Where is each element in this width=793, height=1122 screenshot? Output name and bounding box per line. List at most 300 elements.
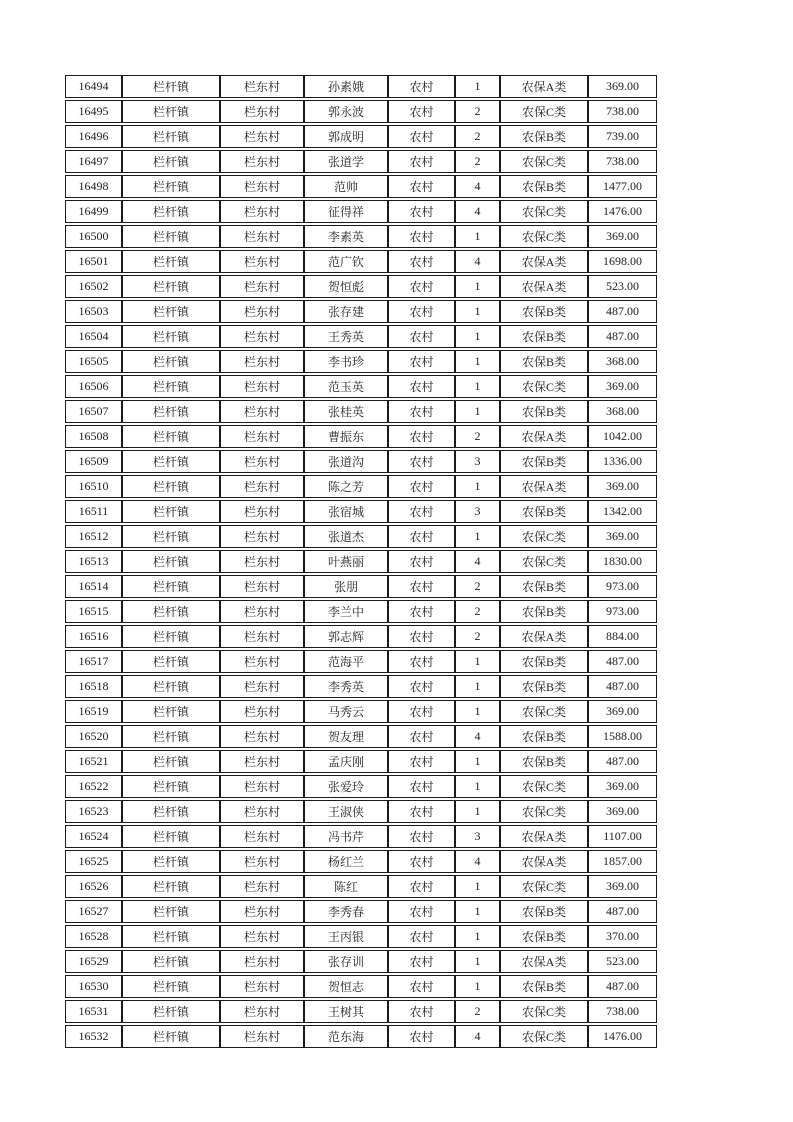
cell-town: 栏杆镇	[122, 975, 220, 998]
cell-town: 栏杆镇	[122, 875, 220, 898]
cell-insurance-class: 农保B类	[500, 325, 588, 348]
cell-insurance-class: 农保A类	[500, 475, 588, 498]
cell-insurance-class: 农保B类	[500, 650, 588, 673]
cell-serial: 16507	[65, 400, 122, 423]
cell-insurance-class: 农保C类	[500, 225, 588, 248]
cell-serial: 16509	[65, 450, 122, 473]
cell-amount: 487.00	[588, 975, 657, 998]
cell-village: 栏东村	[220, 225, 304, 248]
cell-village: 栏东村	[220, 725, 304, 748]
cell-residence: 农村	[388, 525, 455, 548]
cell-serial: 16513	[65, 550, 122, 573]
cell-count: 1	[455, 975, 500, 998]
cell-count: 1	[455, 475, 500, 498]
table-row	[65, 500, 657, 523]
cell-amount: 1588.00	[588, 725, 657, 748]
cell-amount: 369.00	[588, 375, 657, 398]
cell-residence: 农村	[388, 800, 455, 823]
cell-insurance-class: 农保C类	[500, 700, 588, 723]
cell-town: 栏杆镇	[122, 775, 220, 798]
cell-name: 孙素娥	[304, 75, 388, 98]
cell-count: 3	[455, 450, 500, 473]
cell-village: 栏东村	[220, 125, 304, 148]
cell-residence: 农村	[388, 850, 455, 873]
cell-town: 栏杆镇	[122, 225, 220, 248]
cell-name: 李素英	[304, 225, 388, 248]
cell-town: 栏杆镇	[122, 200, 220, 223]
cell-count: 2	[455, 625, 500, 648]
table-row	[65, 150, 657, 173]
cell-village: 栏东村	[220, 925, 304, 948]
cell-residence: 农村	[388, 175, 455, 198]
table-row	[65, 225, 657, 248]
cell-serial: 16519	[65, 700, 122, 723]
cell-village: 栏东村	[220, 650, 304, 673]
cell-amount: 1042.00	[588, 425, 657, 448]
cell-residence: 农村	[388, 75, 455, 98]
cell-insurance-class: 农保B类	[500, 300, 588, 323]
cell-residence: 农村	[388, 775, 455, 798]
cell-insurance-class: 农保B类	[500, 500, 588, 523]
cell-amount: 369.00	[588, 800, 657, 823]
cell-name: 张道沟	[304, 450, 388, 473]
cell-serial: 16527	[65, 900, 122, 923]
cell-town: 栏杆镇	[122, 675, 220, 698]
cell-amount: 369.00	[588, 775, 657, 798]
cell-village: 栏东村	[220, 500, 304, 523]
cell-village: 栏东村	[220, 875, 304, 898]
cell-insurance-class: 农保B类	[500, 575, 588, 598]
cell-serial: 16521	[65, 750, 122, 773]
cell-serial: 16506	[65, 375, 122, 398]
cell-serial: 16503	[65, 300, 122, 323]
cell-town: 栏杆镇	[122, 450, 220, 473]
cell-town: 栏杆镇	[122, 525, 220, 548]
cell-serial: 16526	[65, 875, 122, 898]
cell-town: 栏杆镇	[122, 850, 220, 873]
cell-count: 4	[455, 550, 500, 573]
cell-residence: 农村	[388, 225, 455, 248]
cell-name: 李兰中	[304, 600, 388, 623]
cell-residence: 农村	[388, 675, 455, 698]
cell-town: 栏杆镇	[122, 125, 220, 148]
cell-amount: 1830.00	[588, 550, 657, 573]
cell-amount: 369.00	[588, 700, 657, 723]
cell-residence: 农村	[388, 425, 455, 448]
cell-name: 张朋	[304, 575, 388, 598]
cell-name: 李秀春	[304, 900, 388, 923]
cell-serial: 16530	[65, 975, 122, 998]
cell-town: 栏杆镇	[122, 275, 220, 298]
cell-count: 1	[455, 375, 500, 398]
cell-name: 贺恒彪	[304, 275, 388, 298]
cell-village: 栏东村	[220, 150, 304, 173]
cell-insurance-class: 农保A类	[500, 250, 588, 273]
cell-count: 1	[455, 325, 500, 348]
cell-village: 栏东村	[220, 950, 304, 973]
cell-town: 栏杆镇	[122, 75, 220, 98]
cell-count: 4	[455, 725, 500, 748]
cell-count: 1	[455, 800, 500, 823]
cell-residence: 农村	[388, 900, 455, 923]
cell-residence: 农村	[388, 400, 455, 423]
cell-name: 征得祥	[304, 200, 388, 223]
cell-count: 4	[455, 1025, 500, 1048]
cell-amount: 369.00	[588, 475, 657, 498]
table-row	[65, 875, 657, 898]
cell-village: 栏东村	[220, 300, 304, 323]
cell-insurance-class: 农保C类	[500, 150, 588, 173]
table-row	[65, 450, 657, 473]
cell-residence: 农村	[388, 600, 455, 623]
table-row	[65, 575, 657, 598]
table-row	[65, 725, 657, 748]
cell-serial: 16522	[65, 775, 122, 798]
cell-insurance-class: 农保B类	[500, 400, 588, 423]
cell-insurance-class: 农保B类	[500, 125, 588, 148]
cell-residence: 农村	[388, 125, 455, 148]
cell-town: 栏杆镇	[122, 375, 220, 398]
table-row	[65, 675, 657, 698]
cell-village: 栏东村	[220, 475, 304, 498]
cell-residence: 农村	[388, 200, 455, 223]
cell-town: 栏杆镇	[122, 925, 220, 948]
table-row	[65, 350, 657, 373]
cell-name: 王丙银	[304, 925, 388, 948]
table-row	[65, 650, 657, 673]
cell-insurance-class: 农保B类	[500, 900, 588, 923]
table-row	[65, 125, 657, 148]
cell-count: 1	[455, 925, 500, 948]
cell-serial: 16532	[65, 1025, 122, 1048]
cell-town: 栏杆镇	[122, 625, 220, 648]
cell-town: 栏杆镇	[122, 150, 220, 173]
cell-insurance-class: 农保B类	[500, 350, 588, 373]
cell-count: 1	[455, 75, 500, 98]
cell-residence: 农村	[388, 1025, 455, 1048]
cell-amount: 487.00	[588, 325, 657, 348]
cell-village: 栏东村	[220, 825, 304, 848]
cell-town: 栏杆镇	[122, 650, 220, 673]
cell-village: 栏东村	[220, 900, 304, 923]
cell-name: 张爱玲	[304, 775, 388, 798]
cell-insurance-class: 农保C类	[500, 200, 588, 223]
cell-amount: 1342.00	[588, 500, 657, 523]
table-row	[65, 425, 657, 448]
cell-village: 栏东村	[220, 200, 304, 223]
cell-amount: 1698.00	[588, 250, 657, 273]
cell-residence: 农村	[388, 750, 455, 773]
cell-count: 2	[455, 600, 500, 623]
cell-serial: 16525	[65, 850, 122, 873]
cell-village: 栏东村	[220, 450, 304, 473]
cell-village: 栏东村	[220, 575, 304, 598]
cell-name: 张存训	[304, 950, 388, 973]
table-row	[65, 100, 657, 123]
cell-residence: 农村	[388, 375, 455, 398]
cell-amount: 739.00	[588, 125, 657, 148]
cell-village: 栏东村	[220, 425, 304, 448]
cell-count: 1	[455, 750, 500, 773]
cell-town: 栏杆镇	[122, 1000, 220, 1023]
cell-village: 栏东村	[220, 550, 304, 573]
cell-insurance-class: 农保A类	[500, 625, 588, 648]
cell-name: 贺友理	[304, 725, 388, 748]
cell-count: 2	[455, 100, 500, 123]
cell-serial: 16515	[65, 600, 122, 623]
table-row	[65, 900, 657, 923]
cell-residence: 农村	[388, 275, 455, 298]
cell-name: 贺恒志	[304, 975, 388, 998]
cell-count: 1	[455, 775, 500, 798]
table-row	[65, 1000, 657, 1023]
cell-name: 范海平	[304, 650, 388, 673]
cell-village: 栏东村	[220, 375, 304, 398]
cell-residence: 农村	[388, 625, 455, 648]
cell-serial: 16500	[65, 225, 122, 248]
cell-insurance-class: 农保A类	[500, 825, 588, 848]
cell-serial: 16498	[65, 175, 122, 198]
cell-count: 1	[455, 400, 500, 423]
cell-serial: 16511	[65, 500, 122, 523]
table-row	[65, 200, 657, 223]
cell-residence: 农村	[388, 450, 455, 473]
cell-amount: 487.00	[588, 675, 657, 698]
cell-name: 范帅	[304, 175, 388, 198]
cell-count: 1	[455, 875, 500, 898]
benefits-table	[65, 73, 657, 1050]
cell-insurance-class: 农保A类	[500, 75, 588, 98]
cell-serial: 16497	[65, 150, 122, 173]
cell-amount: 487.00	[588, 900, 657, 923]
table-row	[65, 625, 657, 648]
cell-insurance-class: 农保B类	[500, 450, 588, 473]
cell-village: 栏东村	[220, 1000, 304, 1023]
table-row	[65, 275, 657, 298]
cell-count: 1	[455, 675, 500, 698]
cell-count: 3	[455, 825, 500, 848]
table-row	[65, 525, 657, 548]
cell-insurance-class: 农保A类	[500, 950, 588, 973]
cell-amount: 973.00	[588, 600, 657, 623]
cell-count: 2	[455, 575, 500, 598]
cell-count: 1	[455, 700, 500, 723]
cell-amount: 369.00	[588, 525, 657, 548]
cell-serial: 16523	[65, 800, 122, 823]
cell-town: 栏杆镇	[122, 175, 220, 198]
cell-town: 栏杆镇	[122, 300, 220, 323]
cell-serial: 16501	[65, 250, 122, 273]
cell-amount: 1107.00	[588, 825, 657, 848]
cell-amount: 738.00	[588, 150, 657, 173]
cell-insurance-class: 农保B类	[500, 175, 588, 198]
cell-residence: 农村	[388, 925, 455, 948]
cell-serial: 16494	[65, 75, 122, 98]
cell-name: 郭成明	[304, 125, 388, 148]
cell-count: 1	[455, 275, 500, 298]
table-row	[65, 375, 657, 398]
cell-residence: 农村	[388, 575, 455, 598]
cell-insurance-class: 农保B类	[500, 675, 588, 698]
cell-insurance-class: 农保C类	[500, 1025, 588, 1048]
cell-count: 2	[455, 1000, 500, 1023]
cell-insurance-class: 农保B类	[500, 600, 588, 623]
cell-residence: 农村	[388, 950, 455, 973]
cell-town: 栏杆镇	[122, 350, 220, 373]
table-row	[65, 75, 657, 98]
cell-count: 1	[455, 650, 500, 673]
cell-name: 张道杰	[304, 525, 388, 548]
cell-serial: 16531	[65, 1000, 122, 1023]
cell-name: 冯书芹	[304, 825, 388, 848]
cell-village: 栏东村	[220, 100, 304, 123]
cell-village: 栏东村	[220, 675, 304, 698]
cell-name: 曹振东	[304, 425, 388, 448]
cell-serial: 16499	[65, 200, 122, 223]
cell-town: 栏杆镇	[122, 100, 220, 123]
cell-name: 张存建	[304, 300, 388, 323]
cell-residence: 农村	[388, 975, 455, 998]
cell-serial: 16518	[65, 675, 122, 698]
cell-village: 栏东村	[220, 850, 304, 873]
cell-insurance-class: 农保A类	[500, 275, 588, 298]
table-row	[65, 250, 657, 273]
cell-count: 1	[455, 300, 500, 323]
cell-count: 2	[455, 425, 500, 448]
cell-town: 栏杆镇	[122, 750, 220, 773]
cell-serial: 16505	[65, 350, 122, 373]
cell-count: 4	[455, 175, 500, 198]
cell-count: 2	[455, 125, 500, 148]
cell-serial: 16517	[65, 650, 122, 673]
cell-residence: 农村	[388, 325, 455, 348]
table-row	[65, 175, 657, 198]
cell-town: 栏杆镇	[122, 400, 220, 423]
cell-town: 栏杆镇	[122, 900, 220, 923]
cell-name: 陈之芳	[304, 475, 388, 498]
cell-amount: 1336.00	[588, 450, 657, 473]
cell-town: 栏杆镇	[122, 475, 220, 498]
cell-name: 叶燕丽	[304, 550, 388, 573]
cell-count: 1	[455, 900, 500, 923]
cell-count: 1	[455, 950, 500, 973]
cell-count: 4	[455, 200, 500, 223]
cell-amount: 487.00	[588, 650, 657, 673]
cell-village: 栏东村	[220, 400, 304, 423]
cell-insurance-class: 农保B类	[500, 975, 588, 998]
cell-residence: 农村	[388, 350, 455, 373]
cell-count: 4	[455, 250, 500, 273]
cell-residence: 农村	[388, 875, 455, 898]
cell-village: 栏东村	[220, 325, 304, 348]
cell-amount: 487.00	[588, 300, 657, 323]
table-row	[65, 850, 657, 873]
cell-insurance-class: 农保C类	[500, 875, 588, 898]
cell-name: 王树其	[304, 1000, 388, 1023]
cell-count: 4	[455, 850, 500, 873]
cell-amount: 368.00	[588, 400, 657, 423]
cell-village: 栏东村	[220, 250, 304, 273]
cell-insurance-class: 农保B类	[500, 750, 588, 773]
table-row	[65, 825, 657, 848]
cell-town: 栏杆镇	[122, 325, 220, 348]
table-row	[65, 800, 657, 823]
cell-amount: 738.00	[588, 1000, 657, 1023]
cell-amount: 487.00	[588, 750, 657, 773]
cell-residence: 农村	[388, 475, 455, 498]
table-row	[65, 775, 657, 798]
cell-name: 王秀英	[304, 325, 388, 348]
cell-insurance-class: 农保C类	[500, 375, 588, 398]
cell-village: 栏东村	[220, 750, 304, 773]
cell-village: 栏东村	[220, 175, 304, 198]
cell-village: 栏东村	[220, 800, 304, 823]
cell-amount: 369.00	[588, 75, 657, 98]
cell-town: 栏杆镇	[122, 500, 220, 523]
cell-name: 王淑侠	[304, 800, 388, 823]
cell-village: 栏东村	[220, 1025, 304, 1048]
cell-serial: 16510	[65, 475, 122, 498]
cell-residence: 农村	[388, 700, 455, 723]
cell-town: 栏杆镇	[122, 250, 220, 273]
cell-amount: 738.00	[588, 100, 657, 123]
cell-residence: 农村	[388, 500, 455, 523]
cell-name: 孟庆刚	[304, 750, 388, 773]
table-row	[65, 925, 657, 948]
cell-town: 栏杆镇	[122, 725, 220, 748]
cell-serial: 16504	[65, 325, 122, 348]
cell-amount: 369.00	[588, 875, 657, 898]
cell-count: 3	[455, 500, 500, 523]
cell-name: 范东海	[304, 1025, 388, 1048]
cell-name: 郭永波	[304, 100, 388, 123]
cell-name: 张宿城	[304, 500, 388, 523]
cell-serial: 16502	[65, 275, 122, 298]
cell-count: 1	[455, 225, 500, 248]
table-row	[65, 300, 657, 323]
cell-amount: 1476.00	[588, 1025, 657, 1048]
cell-serial: 16495	[65, 100, 122, 123]
cell-town: 栏杆镇	[122, 700, 220, 723]
cell-name: 陈红	[304, 875, 388, 898]
cell-insurance-class: 农保C类	[500, 1000, 588, 1023]
cell-insurance-class: 农保C类	[500, 100, 588, 123]
cell-insurance-class: 农保C类	[500, 775, 588, 798]
cell-village: 栏东村	[220, 775, 304, 798]
cell-village: 栏东村	[220, 625, 304, 648]
cell-insurance-class: 农保A类	[500, 850, 588, 873]
cell-amount: 523.00	[588, 275, 657, 298]
cell-amount: 973.00	[588, 575, 657, 598]
cell-residence: 农村	[388, 725, 455, 748]
cell-serial: 16516	[65, 625, 122, 648]
cell-village: 栏东村	[220, 350, 304, 373]
cell-insurance-class: 农保C类	[500, 550, 588, 573]
cell-insurance-class: 农保B类	[500, 725, 588, 748]
cell-name: 李秀英	[304, 675, 388, 698]
cell-residence: 农村	[388, 100, 455, 123]
cell-town: 栏杆镇	[122, 800, 220, 823]
table-row	[65, 325, 657, 348]
cell-serial: 16524	[65, 825, 122, 848]
cell-serial: 16514	[65, 575, 122, 598]
cell-amount: 1477.00	[588, 175, 657, 198]
cell-name: 郭志辉	[304, 625, 388, 648]
cell-insurance-class: 农保C类	[500, 800, 588, 823]
cell-serial: 16529	[65, 950, 122, 973]
table-row	[65, 975, 657, 998]
cell-amount: 370.00	[588, 925, 657, 948]
